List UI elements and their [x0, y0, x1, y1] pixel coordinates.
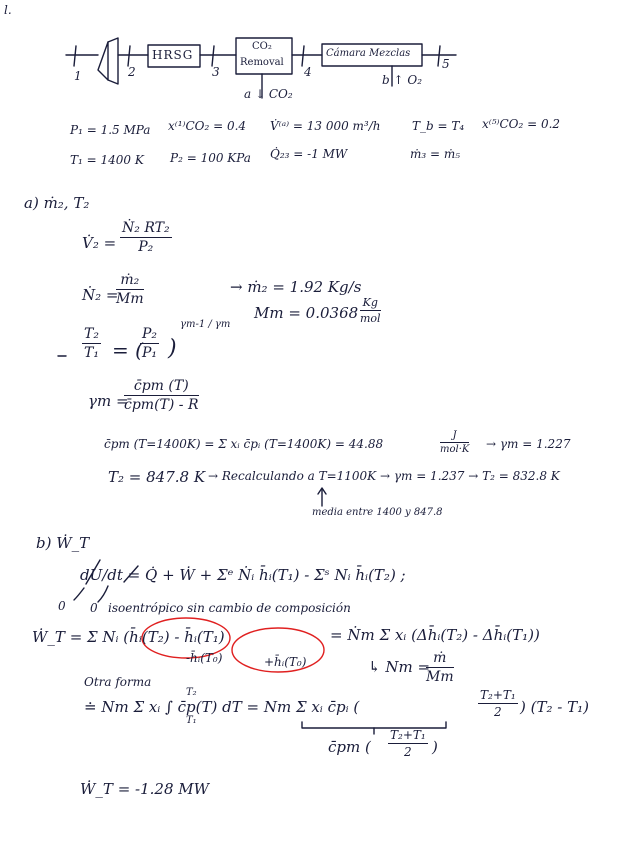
eq-v2-lhs: V̇₂ =: [82, 234, 117, 252]
given-vdot: V̇⁽ᵃ⁾ = 13 000 m³/h: [270, 119, 381, 133]
eq-exponent: γm-1 / γm: [180, 319, 231, 330]
nm-frac: [426, 650, 454, 685]
co2-label: CO₂: [252, 41, 272, 52]
result-mm: Mm = 0.0368: [254, 304, 359, 322]
cpm-label: c̄pm (: [328, 738, 371, 756]
eq-gamma-frac: [124, 378, 199, 413]
state-5-label: 5: [442, 57, 450, 71]
t2-result: T₂ = 847.8 K: [108, 468, 206, 486]
eq-p-ratio-den: P₁: [142, 345, 158, 361]
tick-5: [438, 46, 440, 66]
cpm-units: [440, 430, 469, 455]
eq-gamma-lhs: γm =: [88, 392, 129, 410]
eq-v2-num: Ṅ₂ RT₂: [122, 220, 170, 236]
cpm-units-den: mol·K: [440, 444, 470, 455]
cpm-gamma: → γm = 1.227: [486, 437, 571, 451]
eq-t-ratio-open: = (: [112, 338, 143, 362]
eq-n2-den: Mm: [116, 291, 144, 307]
otra-forma: Otra forma: [84, 675, 152, 689]
eq-n2-lhs: Ṅ₂ =: [82, 286, 119, 304]
part-a-heading: a) ṁ₂, T₂: [24, 194, 90, 212]
eq-v2-den: P₂: [138, 239, 154, 255]
eq-v2-frac: [120, 220, 172, 255]
eq-t-ratio-lhs: [82, 326, 101, 361]
turbine-left-edge: [98, 42, 108, 80]
state-1-label: 1: [74, 69, 82, 83]
eq-t-ratio-close: ): [168, 336, 177, 361]
state-4-label: 4: [304, 65, 312, 79]
tick-3: [212, 46, 214, 66]
result-mm-units-num: Kg: [360, 296, 381, 311]
removal-label: Removal: [240, 57, 284, 68]
eq-t-ratio-den: T₁: [84, 345, 99, 361]
zero-arrow-2: [74, 588, 84, 600]
cpm-label-frac: [388, 728, 428, 759]
cpm-units-num: J: [440, 430, 469, 443]
stream-a-label: a ↓ CO₂: [244, 87, 293, 101]
eq-gamma-den: c̄pm(T) - R: [124, 397, 199, 413]
zero-arrow-1: [98, 586, 108, 602]
mixer-label: Cámara Mezclas: [326, 48, 411, 59]
tick-1: [74, 46, 76, 66]
eq-p-ratio: [140, 326, 159, 361]
integral-eq: ≐ Nm Σ xᵢ ∫ c̄p(T) dT = Nm Σ xᵢ c̄pᵢ (: [84, 698, 360, 716]
cpm-label-close: ): [432, 738, 438, 756]
given-qdot: Q̇₂₃ = -1 MW: [270, 147, 348, 161]
part-b-heading: b) Ẇ_T: [36, 534, 90, 552]
integral-limit-top: T₂: [186, 687, 197, 698]
nm-def: ↳ Nm =: [368, 658, 431, 676]
given-p1: P₁ = 1.5 MPa: [70, 123, 151, 137]
nm-den: Mm: [426, 669, 454, 685]
integral-avg-num: T₂+T₁: [480, 688, 516, 702]
tick-4: [302, 46, 304, 66]
given-p2: P₂ = 100 KPa: [170, 151, 251, 165]
given-x-co2-5: x⁽⁵⁾CO₂ = 0.2: [482, 117, 561, 131]
integral-avg-frac: [478, 688, 518, 719]
eq-n2-frac: [116, 272, 144, 307]
eq-n2-num: ṁ₂: [116, 272, 144, 290]
tick-2: [128, 46, 130, 66]
media-note: media entre 1400 y 847.8: [312, 507, 443, 518]
isentropic-note: isoentrópico sin cambio de composición: [108, 601, 351, 615]
eq-t-ratio-num: T₂: [84, 326, 99, 342]
given-tb: T_b = T₄: [412, 119, 465, 133]
turbine-body: [108, 38, 118, 84]
zero-marker-1: 0: [58, 599, 66, 613]
eq-p-ratio-num: P₂: [142, 326, 158, 342]
zero-marker-2: 0: [90, 601, 98, 615]
given-x-co2-1: x⁽¹⁾CO₂ = 0.4: [168, 119, 247, 133]
result-mm-units-den: mol: [360, 312, 381, 325]
integral-tail: ) (T₂ - T₁): [520, 698, 589, 716]
given-mdot: ṁ₃ = ṁ₅: [410, 147, 461, 161]
state-3-label: 3: [212, 65, 220, 79]
given-t1: T₁ = 1400 K: [70, 153, 144, 167]
wt-result: Ẇ_T = -1.28 MW: [80, 780, 210, 798]
nm-num: ṁ: [426, 650, 454, 668]
integral-limit-bottom: T₁: [186, 715, 197, 726]
eq-gamma-num: c̄pm (T): [124, 378, 199, 396]
cpm-label-den: 2: [404, 745, 412, 759]
energy-balance: dU/dt = Q̇ + Ẇ + Σᵉ Ṅᵢ h̄ᵢ(T₁) - Σˢ Nᵢ h̄ᵢ(T₂) ;: [80, 566, 406, 584]
result-mm-units: [360, 296, 381, 325]
stream-b-label: b ↑ O₂: [382, 73, 423, 87]
result-m2: → ṁ₂ = 1.92 Kg/s: [230, 278, 362, 296]
cpm-eq: c̄pm (T=1400K) = Σ xᵢ c̄pᵢ (T=1400K) = 44.88: [104, 437, 384, 451]
wt-rhs: = Ṅm Σ xᵢ (Δh̄ᵢ(T₂) - Δh̄ᵢ(T₁)): [330, 626, 540, 644]
state-2-label: 2: [128, 65, 136, 79]
wt-sub-2: +h̄ᵢ(T₀): [264, 655, 307, 669]
hrsg-label: HRSG: [152, 48, 194, 62]
corner-mark: l.: [4, 3, 12, 17]
wt-sub-1: -h̄ᵢ(T₀): [186, 651, 223, 665]
cpm-label-num: T₂+T₁: [390, 728, 426, 742]
recalc: → Recalculando a T=1100K → γm = 1.237 → T₂ = 832.8 K: [208, 469, 560, 483]
wt-equation: Ẇ_T = Σ Nᵢ (h̄ᵢ(T₂) - h̄ᵢ(T₁): [32, 628, 225, 646]
integral-avg-den: 2: [494, 705, 502, 719]
